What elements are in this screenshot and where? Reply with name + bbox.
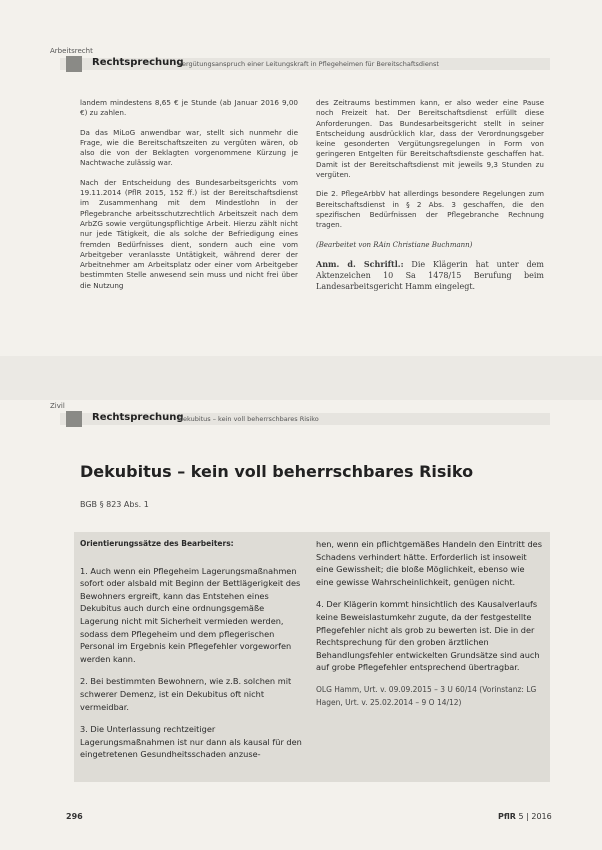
upper-left-column: [80, 98, 298, 300]
principle-item: 3. Die Unterlassung rechtzeitiger Lagerungsmaßnahmen ist nur dann als kausal für den eingetretenen Gesundheitsschaden anzuse-: [80, 724, 302, 760]
principle-item: 2. Bei bestimmten Bewohnern, wie z.B. solchen mit schwerer Demenz, ist ein Dekubitus oft nicht vermeidbar.: [80, 676, 292, 712]
paragraph: Da das MiLoG anwendbar war, stellt sich nunmehr die Frage, wie die Bereitschaftszeiten zu vergüten wären, ob also die von der Beklagten vorgenommene Kürzung je Nachtwache zulässig war.: [80, 127, 298, 168]
rubric-subtitle-lower: Dekubitus – kein voll beherrschbares Risiko: [178, 415, 319, 423]
journal-info: [498, 812, 552, 821]
orientation-box-left: [80, 538, 302, 771]
paragraph: Die 2. PflegeArbbV hat allerdings besondere Regelungen zum Bereitschaftsdienst in § 2 Abs. 3 geschaffen, die den spezifischen Bedürfnissen der Pflegebranche Rechnung tragen.: [316, 189, 544, 230]
rubric-title-lower: Rechtsprechung: [92, 412, 184, 423]
rubric-square-top: [66, 56, 82, 72]
rubric-title-top: Rechtsprechung: [92, 57, 184, 68]
article-title: Dekubitus – kein voll beherrschbares Risiko: [80, 462, 474, 481]
journal-issue: 5 | 2016: [518, 812, 552, 821]
upper-right-column: [316, 98, 544, 301]
page-gap: [0, 356, 602, 400]
paragraph: Nach der Entscheidung des Bundesarbeitsgerichts vom 19.11.2014 (PflR 2015, 152 ff.) ist der Bereitschaftsdienst im Zusammenhang mit dem Mindestlohn in der Pflegebranche arbeitsschutzrechtlich Arbeitszeit nach dem ArbZG sowie vergütungspflichtige Arbeit. Hierzu zählt nicht nur jede Tätigkeit, die als solche der Befriedigung eines fremden Bedürfnisses dient, sondern auch eine vom Arbeitgeber veranlasste Untätigkeit, während derer der Arbeitnehmer am Arbeitsplatz oder einer vom Arbeitgeber bestimmten Stelle anwesend sein muss und nicht frei über die Nutzung: [80, 177, 298, 290]
principle-item: 4. Der Klägerin kommt hinsichtlich des Kausalverlaufs keine Beweislastumkehr zugute, da der festgestellte Pflegefehler nicht als grob zu bewerten ist. Die in der Rechtsprechung für den groben ärztlichen Behandlungsfehler entwickelten Grundsätze sind auch auf grobe Pflegefehler entsprechend übertragbar.: [316, 599, 540, 673]
court-citation: OLG Hamm, Urt. v. 09.09.2015 – 3 U 60/14 (Vorinstanz: LG Hagen, Urt. v. 25.02.2014 – 9 O 14/12): [316, 684, 537, 707]
note-text: Die Klägerin hat unter dem Aktenzeichen 10 Sa 1478/15 Berufung beim Landesarbeitsgericht Hamm eingelegt.: [316, 259, 545, 291]
law-reference: BGB § 823 Abs. 1: [80, 500, 149, 509]
page-number: 296: [66, 812, 83, 821]
author-line: (Bearbeitet von RAin Christiane Buchmann): [316, 240, 473, 249]
principle-item: 1. Auch wenn ein Pflegeheim Lagerungsmaßnahmen sofort oder alsbald mit Beginn der Bettlägerigkeit des Bewohners ergreift, kann das Entstehen eines Dekubitus auch durch eine ordnungsgemäße Lagerung nicht mit Sicherheit vermieden werden, sodass dem Pflegeheim und dem pflegerischen Personal im Ergebnis kein Pflegefehler vorgeworfen werden kann.: [80, 565, 301, 664]
paragraph: des Zeitraums bestimmen kann, er also weder eine Pause noch Freizeit hat. Der Bereitschaftsdienst erfüllt diese Anforderungen. Das Bundesarbeitsgericht stellt in seiner Entscheidung ausdrücklich klar, dass der Verordnungsgeber keine gesonderten Vergütungsregelungen in Form von geringeren Entgelten für Bereitschaftsdienste geschaffen hat. Damit ist der Bereitschaftsdienst mit jeweils 9,3 Stunden zu vergüten.: [316, 98, 544, 180]
journal-name: PflR: [498, 812, 516, 821]
section-label-top: Arbeitsrecht: [50, 47, 93, 55]
section-label-lower: Zivil: [50, 402, 65, 410]
box-heading: Orientierungssätze des Bearbeiters:: [80, 539, 234, 548]
note-label: Anm. d. Schriftl.:: [316, 258, 404, 269]
rubric-subtitle-top: Vergütungsanspruch einer Leitungskraft in Pflegeheimen für Bereitschaftsdienst: [178, 60, 439, 68]
principle-item: hen, wenn ein pflichtgemäßes Handeln den Eintritt des Schadens verhindert hätte. Erforderlich ist insoweit eine Gewissheit; die bloße Möglichkeit, ebenso wie eine gewisse Wahrscheinlichkeit, genügen nicht.: [316, 539, 542, 587]
paragraph: landem mindestens 8,65 € je Stunde (ab Januar 2016 9,00 €) zu zahlen.: [80, 98, 298, 118]
author-note: [316, 259, 544, 292]
orientation-box-right: [316, 538, 542, 719]
rubric-square-lower: [66, 411, 82, 427]
